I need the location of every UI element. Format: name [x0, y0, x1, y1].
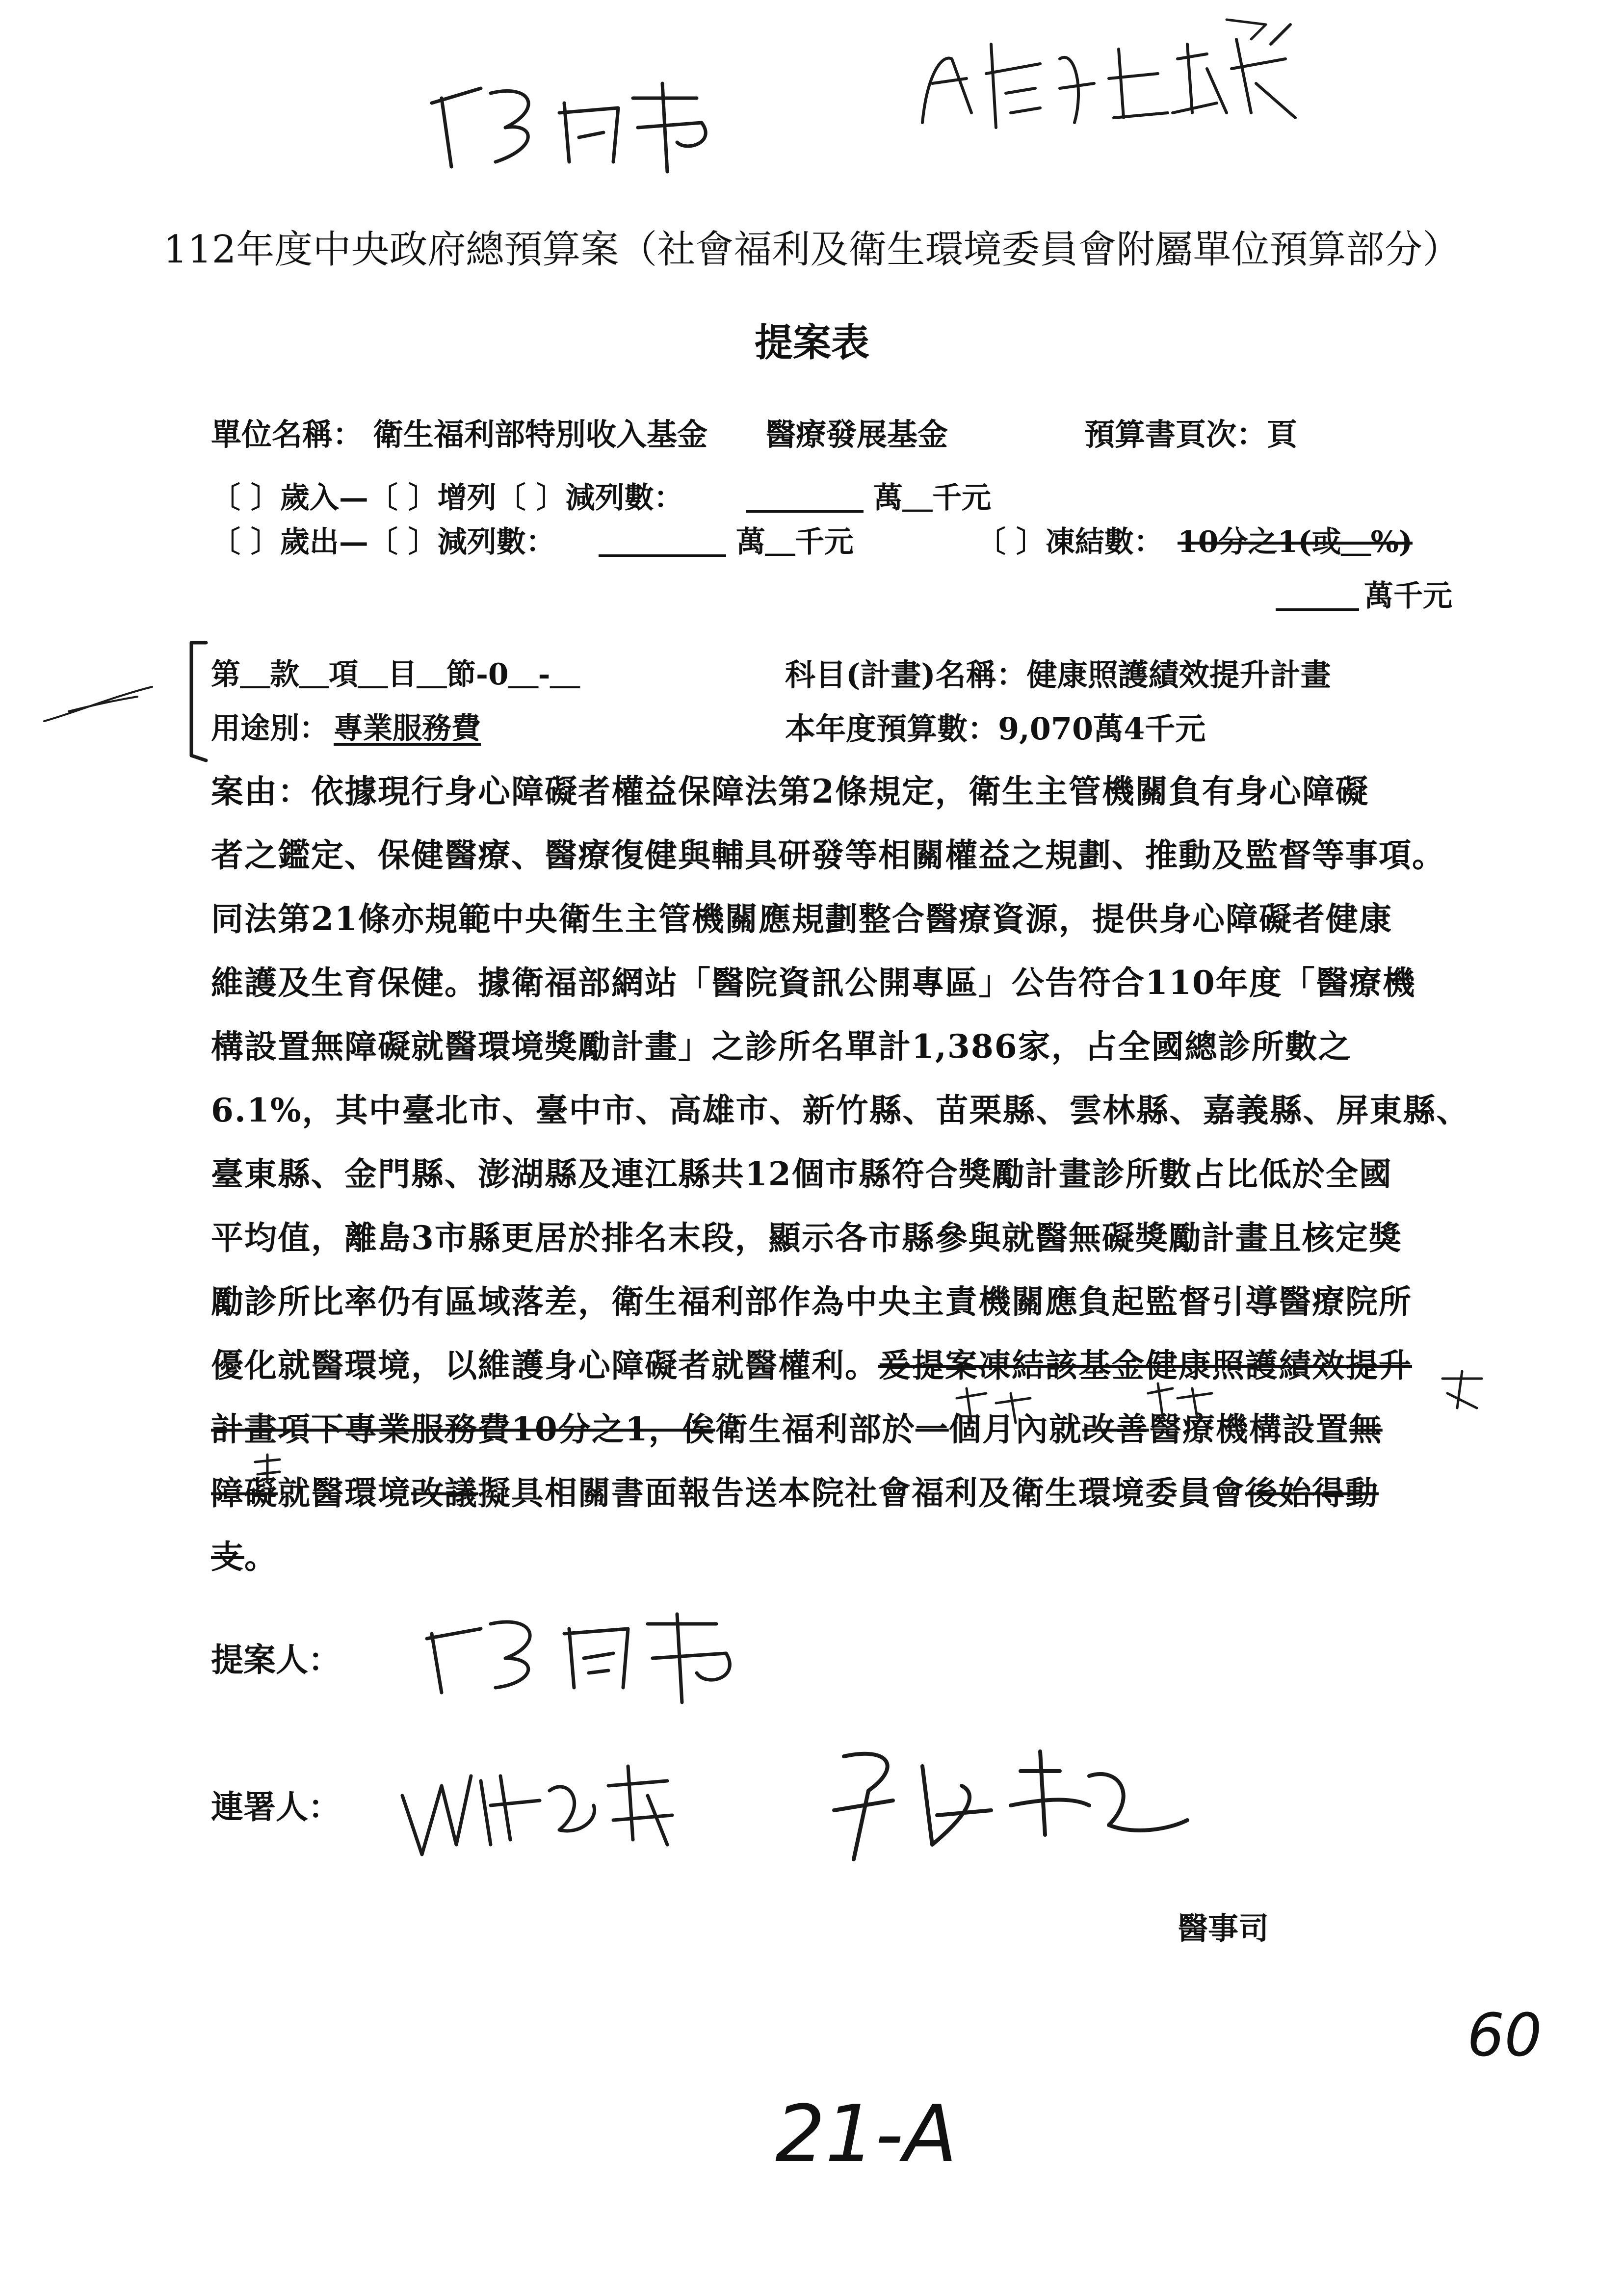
proposer-signature	[422, 1604, 756, 1712]
budget-page: 預算書頁次：頁	[1084, 417, 1298, 452]
department-label: 醫事司	[1178, 1910, 1269, 1946]
proposer-label: 提案人：	[211, 1641, 341, 1679]
handwritten-signature-top	[422, 69, 726, 186]
reason-line-13: 支。	[211, 1538, 278, 1576]
reason-line-7: 臺東縣、金門縣、澎湖縣及連江縣共12個市縣符合獎勵計畫診所數占比低於全國	[211, 1155, 1392, 1193]
freeze-struck: 10分之1(或＿%)	[1178, 525, 1413, 559]
freeze-label: 〔 〕凍結數：	[976, 525, 1163, 559]
cosigner-signature-1	[393, 1747, 687, 1864]
inserted-annotation-1	[952, 1383, 1050, 1428]
cosigner-signature-2	[814, 1737, 1197, 1884]
reason-line-8: 平均值，離島3市縣更居於排名末段，顯示各市縣參與就醫無礙獎勵計畫且核定獎	[211, 1219, 1402, 1257]
expense-unit: 萬＿千元	[736, 525, 854, 559]
section-line: 第＿款＿項＿目＿節-0＿-＿	[211, 657, 580, 692]
unit-name-fund: 衛生福利部特別收入基金	[373, 417, 708, 452]
corner-mark	[1222, 10, 1281, 49]
use-value: 專業服務費	[334, 711, 481, 746]
margin-mark	[39, 677, 167, 736]
reason-line-9: 勵診所比率仍有區域落差，衛生福利部作為中央主責機關應負起監督引導醫療院所	[211, 1282, 1412, 1321]
expense-line: 〔 〕歲出—〔 〕減列數：	[211, 525, 555, 559]
income-blank	[746, 510, 864, 513]
reason-line-5: 構設置無障礙就醫環境獎勵計畫」之診所名單計1,386家，占全國總診所數之	[211, 1027, 1352, 1066]
reason-line-10: 優化就醫環境，以維護身心障礙者就醫權利。爰提案凍結該基金健康照護績效提升	[211, 1346, 1412, 1384]
reason-line-12: 障礙就醫環境改議擬具相關書面報告送本院社會福利及衛生環境委員會後始得動	[211, 1474, 1379, 1512]
income-line: 〔 〕歲入—〔 〕增列〔 〕減列數：	[211, 481, 683, 515]
section-bracket	[177, 638, 221, 765]
inserted-annotation-3	[1438, 1369, 1492, 1413]
reason-line-2: 者之鑑定、保健醫療、醫療復健與輔具研發等相關權益之規劃、推動及監督等事項。	[211, 836, 1445, 874]
inserted-annotation-2	[1143, 1379, 1222, 1423]
expense-blank	[599, 554, 726, 557]
reason-line-4: 維護及生育保健。據衛福部網站「醫院資訊公開專區」公告符合110年度「醫療機	[211, 964, 1416, 1002]
budget-amount: 本年度預算數：9,070萬4千元	[785, 711, 1206, 747]
handwritten-doc-code: 21-A	[775, 2088, 957, 2180]
unit-name-sub: 醫療發展基金	[765, 417, 948, 452]
cosigner-label: 連署人：	[211, 1788, 341, 1826]
reason-line-3: 同法第21條亦規範中央衛生主管機關應規劃整合醫療資源，提供身心障礙者健康	[211, 900, 1392, 938]
reason-line-11: 計畫項下專業服務費10分之1，俟衛生福利部於一個月內就改善醫療機構設置無	[211, 1410, 1383, 1448]
use-label: 用途別：	[211, 711, 329, 746]
unit-label: 單位名稱：	[211, 417, 364, 452]
freeze-unit: 萬千元	[1364, 579, 1452, 613]
handwritten-page-number: 60	[1467, 2002, 1542, 2070]
reason-line-6: 6.1%，其中臺北市、臺中市、高雄市、新竹縣、苗栗縣、雲林縣、嘉義縣、屏東縣、	[211, 1091, 1470, 1129]
document-title: 112年度中央政府總預算案（社會福利及衛生環境委員會附屬單位預算部分）	[163, 228, 1461, 272]
inserted-annotation-4	[250, 1452, 289, 1487]
subject-name: 科目(計畫)名稱：健康照護績效提升計畫	[785, 657, 1331, 693]
income-unit: 萬＿千元	[873, 481, 991, 515]
freeze-blank	[1276, 608, 1359, 611]
reason-line-1: 案由：依據現行身心障礙者權益保障法第2條規定，衛生主管機關負有身心障礙	[211, 772, 1369, 810]
form-subtitle: 提案表	[754, 320, 869, 365]
